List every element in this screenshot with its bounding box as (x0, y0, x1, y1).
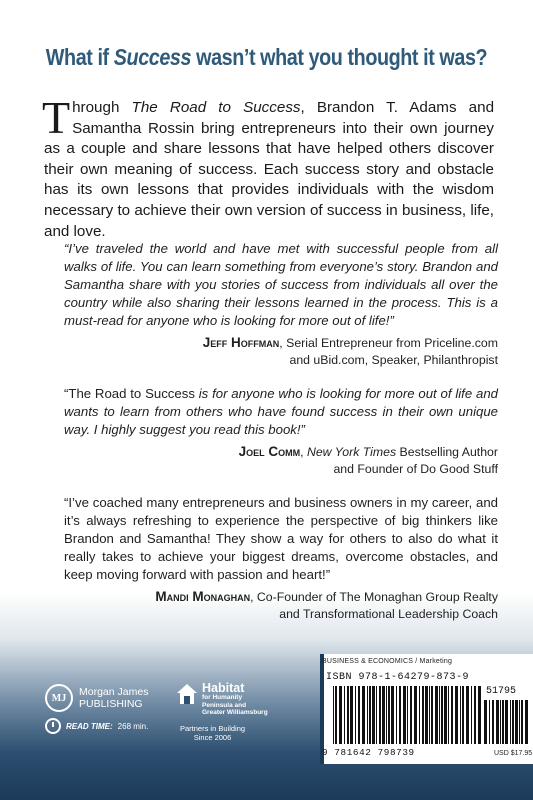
barcode-bar (419, 686, 420, 744)
barcode-bar (369, 686, 371, 744)
house-icon (176, 683, 198, 705)
intro-paragraph: Through The Road to Success, Brandon T. Adams and Samantha Rossin bring entrepreneurs into their own journey as a couple and share lessons that have helped others discover their own meaning of success. Each success story and obstacle has its own lessons that provides individuals with the wisdom necessary to achieve their own version of success in business, life, and love. (42, 92, 495, 240)
barcode-bar (344, 686, 345, 744)
barcode-bar (362, 686, 365, 744)
quote-author: Mandi Monaghan (155, 589, 251, 604)
barcode-bar (386, 686, 387, 744)
drop-cap: T (42, 92, 71, 143)
barcode-bar (425, 686, 428, 744)
barcode-bar (478, 686, 481, 744)
barcode-bar (396, 686, 397, 744)
barcode-bar (388, 686, 390, 744)
barcode-bar (462, 686, 464, 744)
barcode-bar (399, 686, 401, 744)
quote-attribution: Jeff Hoffman, Serial Entrepreneur from Priceline.com and uBid.com, Speaker, Philanthropist (202, 335, 498, 367)
barcode-bar (350, 686, 353, 744)
barcode-bar (502, 700, 504, 744)
quote-text: “I’ve coached many entrepreneurs and business owners in my career, and it’s always refreshing to experience the perspective of big thinkers like Brandon and Samantha! They show a way for others to also do what it really takes to achieve your biggest dreams, overcome obstacles, and keep moving forward with passion and heart!” (64, 495, 498, 582)
barcode-bar (414, 686, 417, 744)
barcode-bar (355, 686, 356, 744)
quote-text: “I’ve traveled the world and have met with successful people from all walks of life. You can learn something from everyone’s story. Brandon and Samantha share with you stories of success from individuals all over the country while also sharing their lessons learned in the process. This is a must-read for anyone who is looking for more out of life!” (64, 241, 498, 328)
barcode-bar (519, 700, 520, 744)
barcode-bar (471, 686, 472, 744)
clock-icon (45, 718, 61, 734)
quote-attribution: Joel Comm, New York Times Bestselling Author and Founder of Do Good Stuff (238, 444, 498, 476)
barcode-bar (382, 686, 385, 744)
barcode-bar (407, 686, 408, 744)
testimonial-hoffman (64, 240, 498, 368)
book-title: The Road to Success (131, 99, 301, 116)
book-category: BUSINESS & ECONOMICS / Marketing (322, 658, 453, 665)
barcode-bar (489, 700, 490, 744)
mj-logo-icon: MJ (45, 684, 73, 712)
cover-headline: What if Success wasn’t what you thought it was? (45, 44, 488, 70)
book-price: USD $17.95 (494, 750, 533, 757)
barcode-bar (372, 686, 375, 744)
publisher-logo: MJ Morgan James PUBLISHING (45, 684, 148, 712)
quote-author: Joel Comm (238, 444, 301, 459)
habitat-logo: Habitat for Humanity Peninsula and Greater Williamsburg (176, 683, 268, 717)
barcode-bar (403, 686, 406, 744)
isbn-digits: 9 781642 798739 (322, 747, 415, 758)
price-code: 51795 (486, 686, 517, 697)
barcode-bar (391, 686, 394, 744)
barcode-bar (379, 686, 381, 744)
barcode-bar (347, 686, 349, 744)
price-barcode (484, 700, 530, 744)
quote-attribution: Mandi Monaghan, Co-Founder of The Monaghan Group Realty and Transformational Leadership Coach (155, 589, 498, 621)
barcode-bar (525, 700, 528, 744)
barcode-bar (512, 700, 514, 744)
barcode-bar (500, 700, 501, 744)
barcode-bar (451, 686, 453, 744)
barcode-bar (510, 700, 511, 744)
testimonial-comm (64, 385, 498, 477)
barcode-bar (460, 686, 461, 744)
read-time: READ TIME: 268 min. (45, 718, 148, 734)
barcode-bar (339, 686, 342, 744)
barcode-bar (439, 686, 440, 744)
barcode-bar (515, 700, 518, 744)
isbn-label: ISBN 978-1-64279-873-9 (326, 672, 470, 683)
isbn-barcode (333, 686, 481, 744)
barcode-bar (376, 686, 377, 744)
barcode-bar (335, 686, 337, 744)
barcode-bar (367, 686, 368, 744)
barcode-bar (505, 700, 508, 744)
barcode-bar (435, 686, 438, 744)
barcode-bar (444, 686, 447, 744)
quote-author: Jeff Hoffman (202, 335, 280, 350)
barcode-bar (358, 686, 360, 744)
barcode-bar (429, 686, 430, 744)
barcode-bar (441, 686, 443, 744)
barcode-bar (484, 700, 487, 744)
barcode-bar (521, 700, 523, 744)
habitat-partners: Partners in Building Since 2006 (180, 724, 246, 742)
barcode-bar (455, 686, 458, 744)
barcode-bar (422, 686, 424, 744)
barcode-bar (410, 686, 412, 744)
barcode-bar (333, 686, 334, 744)
quote-text: “The Road to Success is for anyone who is looking for more out of life and wants to learn from others who have found success in their own unique way. I highly suggest you read this book!” (64, 386, 498, 437)
barcode-bar (496, 700, 499, 744)
testimonial-monaghan (64, 494, 498, 622)
barcode-bar (466, 686, 469, 744)
barcode-bar (448, 686, 449, 744)
barcode-bar (474, 686, 476, 744)
barcode-bar (492, 700, 494, 744)
barcode-bar (431, 686, 433, 744)
